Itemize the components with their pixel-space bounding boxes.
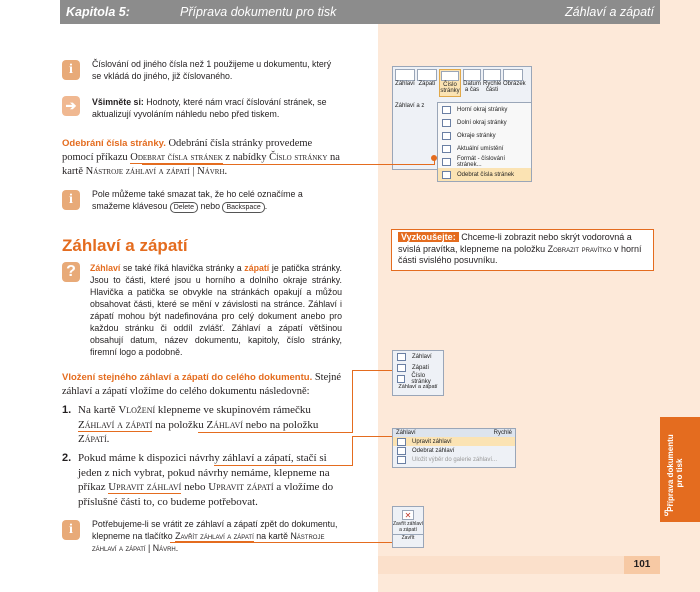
ribbon-group-label: Záhlaví a z — [395, 103, 425, 109]
page-icon — [442, 145, 451, 153]
menu-label: Aktuální umístění — [457, 145, 504, 152]
note-text: Hodnoty, které nám vrací číslování stránek, se aktualizují vyvoláním náhledu nebo před tiskem. — [92, 97, 327, 119]
step-1-tab: Vložení — [118, 404, 156, 416]
delete-key: Delete — [170, 202, 198, 213]
ribbon-page-number-button[interactable] — [439, 69, 461, 97]
header-dropdown-label[interactable]: Záhlaví — [396, 430, 416, 436]
group-item-footer[interactable] — [393, 362, 443, 373]
info-paragraph-2: Pole můžeme také smazat tak, že ho celé označíme a smažeme klávesou Delete nebo Backspace . — [92, 189, 303, 211]
step-1-item2: Zápatí — [78, 433, 107, 445]
save-selection-item — [393, 455, 515, 464]
page-icon — [442, 132, 451, 140]
note-paragraph — [92, 96, 342, 120]
try-it-box — [391, 229, 654, 271]
group-item-label: Záhlaví — [412, 353, 432, 360]
step-2-cmd2: Upravit zápatí — [208, 481, 274, 493]
chapter-title: Příprava dokumentu pro tisk — [180, 5, 337, 19]
ribbon-label: Záhlaví — [395, 81, 415, 87]
note-lead: Všimněte si: — [92, 97, 144, 107]
menu-item-remove[interactable] — [438, 168, 531, 181]
menu-item-format[interactable] — [438, 155, 531, 168]
menu-label: Formát - číslování stránek... — [456, 155, 505, 168]
ribbon-header-button[interactable] — [395, 69, 415, 97]
backspace-key: Backspace — [222, 202, 264, 213]
step-2-cmd1: Upravit záhlaví — [108, 481, 182, 493]
page-icon — [442, 119, 451, 127]
step-2 — [78, 451, 344, 509]
menu-label: Horní okraj stránky — [457, 106, 508, 113]
close-icon[interactable]: ✕ — [402, 510, 414, 520]
page-number-bar — [378, 556, 624, 574]
info-paragraph-1: Číslování od jiného čísla než 1 použijeme u dokumentu, který se vkládá do jiného, již číslovaného. — [92, 59, 332, 81]
page-icon — [397, 353, 406, 361]
try-it-text: Chceme-li zobrazit nebo skrýt vodorovná a svislá pravítka, klepneme na položku — [398, 232, 632, 254]
page-number-dropdown — [437, 102, 532, 182]
remove-lead: Odebrání čísla stránky. — [62, 138, 166, 149]
step-2-b: nebo — [184, 481, 206, 493]
connector-line — [214, 465, 353, 466]
remove-header-item[interactable] — [393, 446, 515, 455]
connector-line — [142, 164, 434, 165]
chapter-label: Kapitola 5: — [66, 5, 130, 19]
term-header: Záhlaví — [90, 263, 121, 273]
group-item-label: Číslo stránky — [411, 372, 431, 385]
close-header-screenshot — [392, 506, 424, 548]
edit-icon — [397, 438, 406, 446]
group-item-label: Zápatí — [412, 364, 430, 371]
chapter-side-tab — [660, 417, 700, 522]
group-item-header[interactable] — [393, 351, 443, 362]
connector-line — [198, 432, 353, 433]
ribbon-label: Datum a čas — [463, 81, 481, 93]
menu-item-top[interactable] — [438, 103, 531, 116]
ribbon-date-button[interactable] — [463, 69, 481, 97]
definition-b: je patička stránky. Jsou to části, které jsou u horního a dolního okraje stránky. Hlavička a patička se obvykle na stránkách opakují a můžou obsahovat části, které se mění v závislosti na stránce. Záhlaví i zápatí mohou být nadefinována pro celý dokument anebo pro každou stránku či oddíl zvlášť. Záhlaví a zápatí většinou obsahují datum, název dokumentu, kapitoly, číslo stránky, firemní logo a podobně. — [90, 263, 342, 357]
step-number-2: 2. — [62, 452, 72, 464]
remove-menu: Číslo stránky — [269, 152, 328, 164]
page-icon — [397, 375, 405, 383]
remove-icon — [397, 447, 406, 455]
try-it-text2: v horní části svislého posuvníku. — [398, 243, 642, 265]
connector-line — [352, 370, 353, 432]
connector-line — [352, 436, 392, 437]
insert-header-paragraph — [62, 371, 344, 399]
step-1-b: klepneme ve skupinovém rámečku — [157, 404, 311, 416]
info-3-a: Potřebujeme-li se vrátit ze záhlaví a zápatí zpět do dokumentu, klepneme na tlačítko — [92, 519, 338, 541]
info-icon: i — [62, 60, 80, 80]
ribbon-label: Rychlé části — [483, 81, 502, 93]
ribbon-row — [393, 67, 531, 99]
remove-text-b: z nabídky — [225, 152, 267, 164]
connector-line — [352, 436, 353, 465]
edit-header-topbar — [393, 429, 515, 437]
side-tab-number: 5 — [664, 509, 669, 518]
group-item-pagenum[interactable] — [393, 373, 443, 384]
side-tab-text: Příprava dokumentu pro tisk — [666, 434, 684, 512]
section-title: Záhlaví a zápatí — [565, 5, 654, 19]
step-1-d: nebo na položku — [245, 418, 319, 431]
menu-item-bottom[interactable] — [438, 116, 531, 129]
menu-label: Upravit záhlaví — [412, 438, 452, 445]
page-number-menu-screenshot — [392, 66, 532, 178]
arrow-right-icon: ➔ — [62, 96, 80, 116]
header-footer-group-screenshot — [392, 350, 444, 396]
section-heading: Záhlaví a zápatí — [62, 236, 188, 255]
edit-header-menu-screenshot — [392, 428, 516, 468]
step-2-a: Pokud máme k dispozici návrhy záhlaví a zápatí, stačí si jeden z nich vybrat, pokud návrhy nemáme, klepneme na příkaz — [78, 452, 330, 493]
step-1-c: na položku — [155, 418, 204, 431]
info-paragraph-3 — [92, 518, 344, 554]
running-header — [60, 0, 660, 24]
close-group-label: Zavřít — [393, 534, 423, 541]
edit-header-item[interactable] — [393, 437, 515, 446]
menu-label: Odebrat čísla stránek — [457, 171, 515, 178]
connector-line — [170, 542, 392, 543]
ribbon-label: Obrázek — [503, 81, 526, 87]
ribbon-footer-button[interactable] — [417, 69, 437, 97]
info-3-b: na kartě — [256, 531, 288, 541]
step-1 — [78, 403, 344, 447]
question-icon: ? — [62, 262, 80, 282]
save-icon — [397, 456, 406, 464]
menu-label: Dolní okraj stránky — [457, 119, 507, 126]
menu-label: Odebrat záhlaví — [412, 447, 455, 454]
ribbon-label: Zápatí — [418, 81, 436, 87]
info-3-tab: Nástroje záhlaví a zápatí | Návrh — [92, 531, 325, 553]
step-1-end: . — [106, 433, 110, 445]
remove-command: Odebrat čísla stránek — [130, 152, 223, 164]
info-3-button: Zavřít záhlaví a zápatí — [175, 531, 254, 541]
insert-lead: Vložení stejného záhlaví a zápatí do celého dokumentu. — [62, 372, 313, 383]
step-number-1: 1. — [62, 404, 72, 416]
group-label: Záhlaví a zápatí — [398, 384, 438, 390]
info-icon: i — [62, 190, 80, 210]
definition-a: se také říká hlavička stránky a — [122, 263, 242, 273]
page-icon — [397, 364, 406, 372]
info-icon: i — [62, 520, 80, 540]
info-2-mid: nebo — [200, 201, 221, 211]
ribbon-picture-button[interactable] — [503, 69, 526, 97]
step-1-group: Záhlaví a zápatí — [78, 418, 153, 431]
insert-text: Stejné záhlaví a zápatí vložíme do celého dokumentu následovně: — [62, 372, 342, 398]
term-footer: zápatí — [244, 263, 270, 273]
connector-dot — [431, 155, 437, 161]
menu-item-margins[interactable] — [438, 129, 531, 142]
ribbon-quickparts-button[interactable] — [483, 69, 501, 97]
menu-label: Uložit výběr do galerie záhlaví... — [412, 456, 498, 463]
page-number: 101 — [624, 556, 660, 574]
step-1-item1: Záhlaví — [206, 418, 243, 431]
info-2-text: Pole můžeme také smazat tak, že ho celé označíme a smažeme klávesou — [92, 189, 303, 211]
connector-line — [352, 370, 392, 371]
step-2-c: a vložíme do příslušné části to, co budeme potřebovat. — [78, 481, 334, 508]
remove-icon — [442, 171, 451, 179]
remove-text-a: Odebrání čísla stránky provedeme pomocí příkazu — [62, 138, 313, 164]
page-icon — [442, 158, 451, 166]
page-icon — [442, 106, 451, 114]
info-3-end: . — [175, 543, 179, 553]
try-it-label: Vyzkoušejte: — [398, 232, 459, 242]
menu-item-current[interactable] — [438, 142, 531, 155]
remove-tab: Nástroje záhlaví a zápatí | Návrh — [85, 166, 225, 178]
close-button-label[interactable]: Zavřít záhlaví a zápatí — [393, 521, 424, 533]
quick-parts-label[interactable]: Rychlé — [493, 430, 512, 436]
step-1-a: Na kartě — [78, 404, 116, 416]
menu-label: Okraje stránky — [457, 132, 496, 139]
remove-page-number-paragraph: Odebrání čísla stránky. Odebrání čísla stránky provedeme pomocí příkazu Odebrat čísla stránek z nabídky Číslo stránky na kartě Nástroje záhlaví a zápatí | Návrh. — [62, 138, 340, 178]
try-it-item: Zobrazit pravítko — [547, 243, 612, 254]
header-footer-definition — [90, 262, 342, 358]
ribbon-label: Číslo stránky — [440, 82, 460, 94]
remove-text-c: na kartě — [62, 152, 340, 178]
